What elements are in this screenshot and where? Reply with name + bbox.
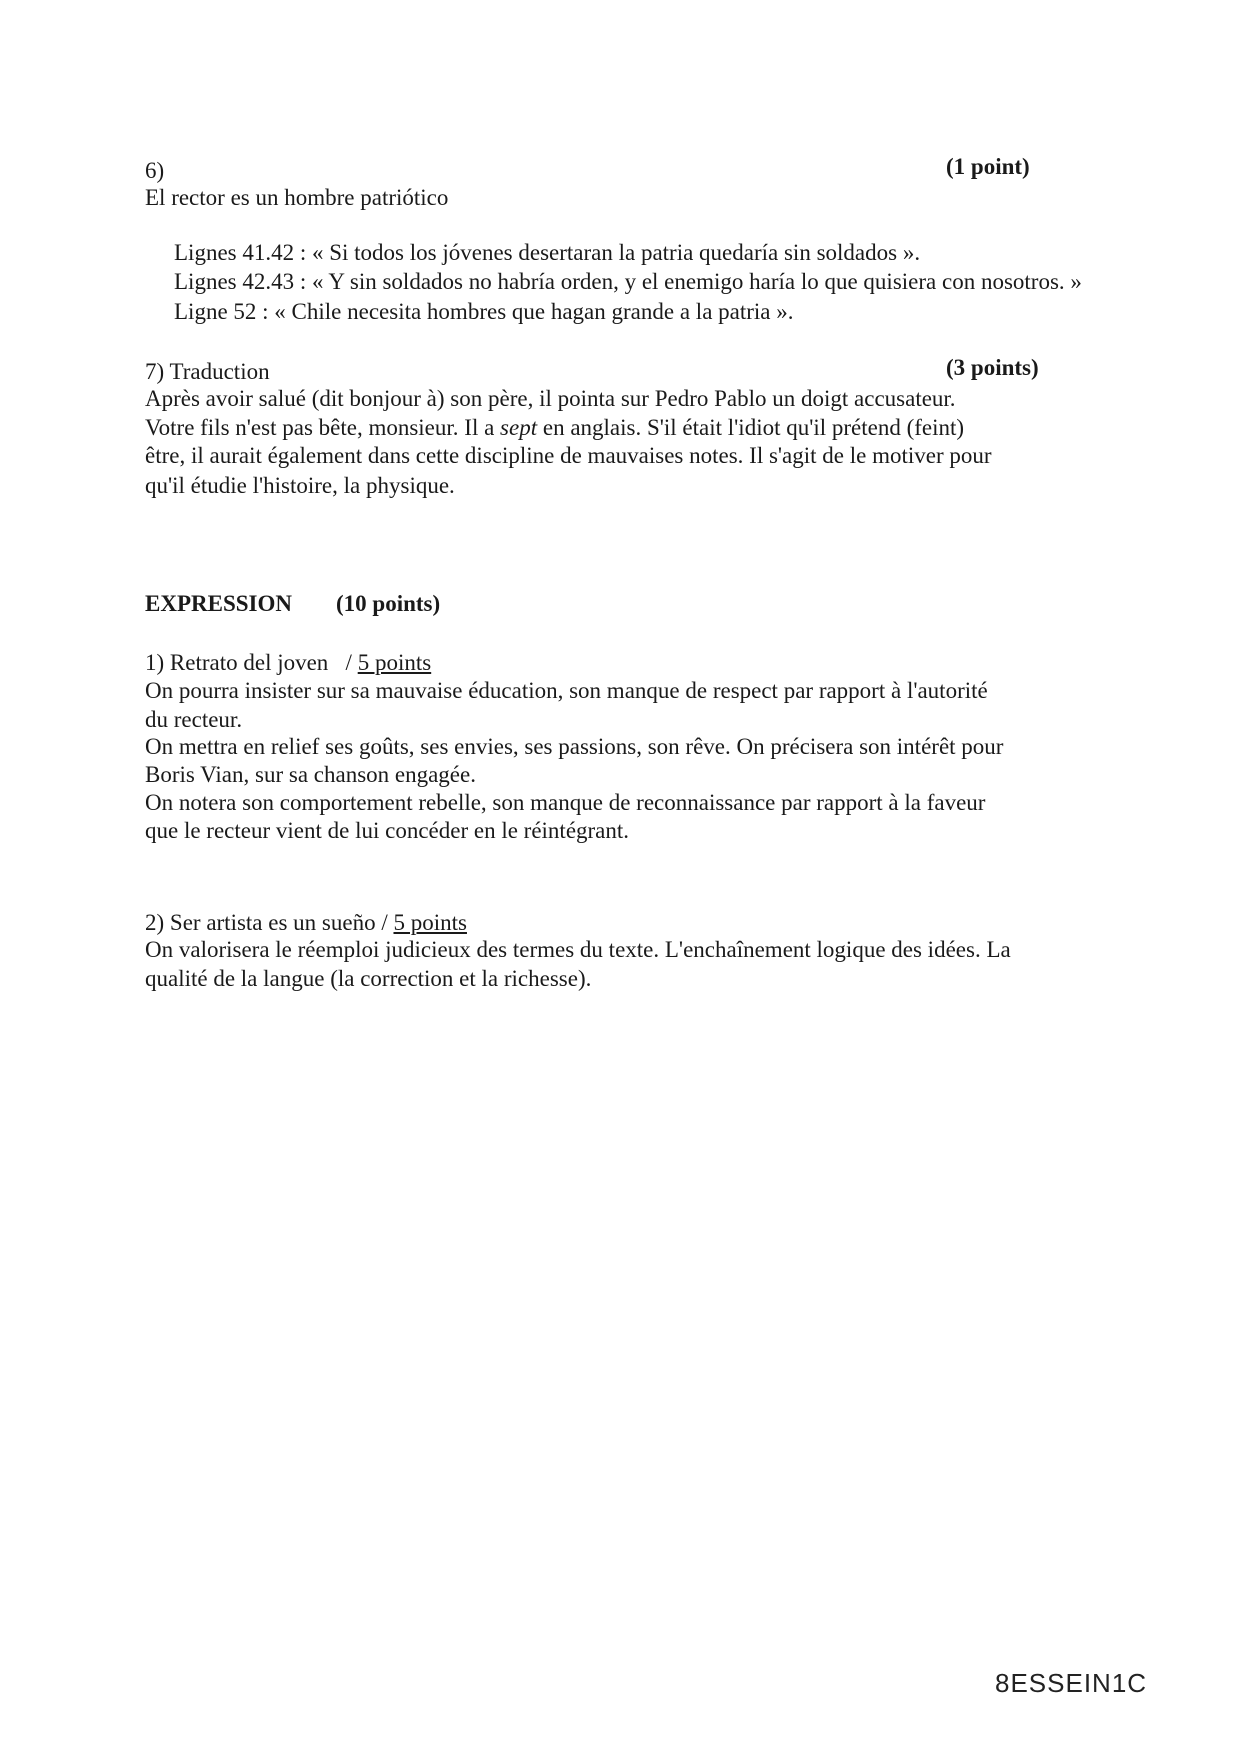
- q6-quote-1: Lignes 41.42 : « Si todos los jóvenes desertaran la patria quedaría sin soldados ».: [174, 240, 921, 265]
- retrato-line-2: du recteur.: [145, 707, 243, 732]
- q7-title: 7) Traduction: [145, 359, 270, 384]
- q7-line-3: être, il aurait également dans cette discipline de mauvaises notes. Il s'agit de le motiver pour: [145, 443, 992, 468]
- retrato-line-4: Boris Vian, sur sa chanson engagée.: [145, 762, 476, 787]
- artista-line-1: On valorisera le réemploi judicieux des termes du texte. L'enchaînement logique des idées. La: [145, 937, 1011, 962]
- footer-code: 8ESSEIN1C: [995, 1668, 1148, 1698]
- q6-statement: El rector es un hombre patriótico: [145, 185, 449, 210]
- retrato-line-5: On notera son comportement rebelle, son manque de reconnaissance par rapport à la faveur: [145, 790, 986, 815]
- q7-line-4: qu'il étudie l'histoire, la physique.: [145, 473, 455, 498]
- artista-label: 2) Ser artista es un sueño /: [145, 910, 394, 935]
- q7-line-2: [145, 413, 964, 442]
- q6-points: (1 point): [946, 154, 1030, 179]
- q7-line-2-after: en anglais. S'il était l'idiot qu'il prétend (feint): [537, 415, 965, 440]
- q6-quote-3: Ligne 52 : « Chile necesita hombres que hagan grande a la patria ».: [174, 299, 794, 324]
- retrato-line-6: que le recteur vient de lui concéder en le réintégrant.: [145, 818, 630, 843]
- q6-quote-2: Lignes 42.43 : « Y sin soldados no habría orden, y el enemigo haría lo que quisiera con nosotros. »: [174, 269, 1082, 294]
- q7-line-1: Après avoir salué (dit bonjour à) son père, il pointa sur Pedro Pablo un doigt accusateur.: [145, 386, 956, 411]
- retrato-line-1: On pourra insister sur sa mauvaise éducation, son manque de respect par rapport à l'autorité: [145, 678, 988, 703]
- retrato-heading: [145, 648, 431, 677]
- q7-points: (3 points): [946, 355, 1039, 380]
- artista-points: 5 points: [393, 910, 467, 935]
- q7-line-2-before: Votre fils n'est pas bête, monsieur. Il a: [145, 415, 501, 440]
- retrato-label: 1) Retrato del joven /: [145, 650, 358, 675]
- retrato-line-3: On mettra en relief ses goûts, ses envies, ses passions, son rêve. On précisera son intérêt pour: [145, 734, 1004, 759]
- expression-points: (10 points): [336, 591, 441, 616]
- q7-line-2-italic: sept: [500, 415, 538, 440]
- q6-number: 6): [145, 158, 165, 183]
- expression-title: EXPRESSION: [145, 591, 292, 616]
- artista-heading: [145, 908, 467, 937]
- retrato-points: 5 points: [357, 650, 432, 675]
- artista-line-2: qualité de la langue (la correction et la richesse).: [145, 966, 592, 991]
